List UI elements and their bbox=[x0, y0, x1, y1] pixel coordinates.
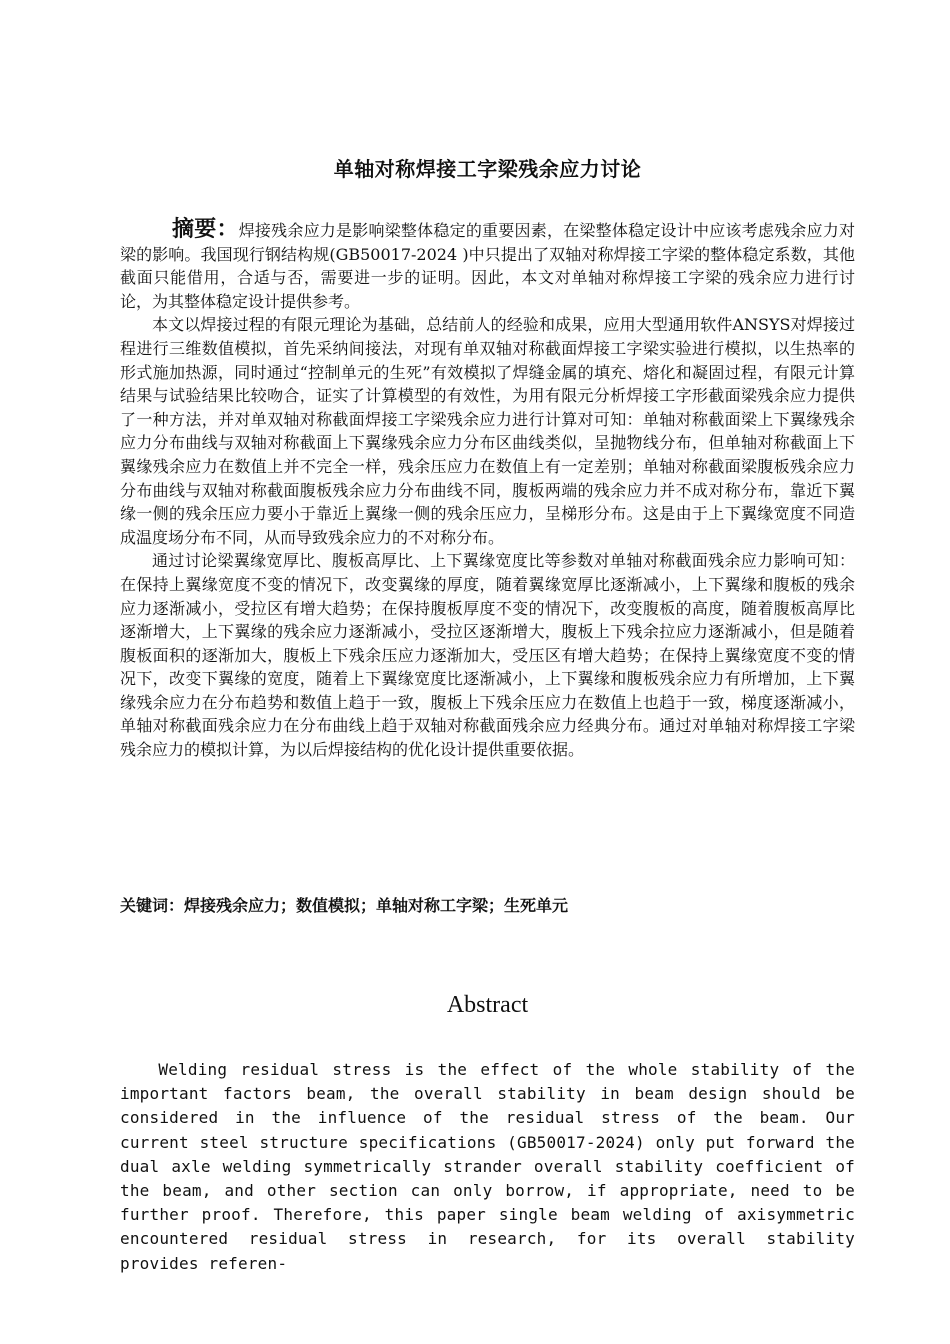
abstract-paragraph-1-text: 焊接残余应力是影响梁整体稳定的重要因素，在梁整体稳定设计中应该考虑残余应力对梁的影响。我国现行钢结构规(GB50017-2024 )中只提出了双轴对称焊接工字梁的整体稳定系数，其他截面只能借用，合适与否，需要进一步的证明。因此，本文对单轴对称焊接工字梁的残余应力进行讨论，为其整体稳定设计提供参考。 bbox=[120, 221, 855, 311]
document-page bbox=[120, 0, 855, 1344]
chinese-abstract bbox=[120, 218, 855, 762]
chinese-title: 单轴对称焊接工字梁残余应力讨论 bbox=[333, 157, 642, 181]
abstract-paragraph-3: 通过讨论梁翼缘宽厚比、腹板高厚比、上下翼缘宽度比等参数对单轴对称截面残余应力影响可知：在保持上翼缘宽度不变的情况下，改变翼缘的厚度，随着翼缘宽厚比逐渐减小，上下翼缘和腹板的残余应力逐渐减小，受拉区有增大趋势；在保持腹板厚度不变的情况下，改变腹板的高度，随着腹板高厚比逐渐增大，上下翼缘的残余应力逐渐减小，受拉区逐渐增大，腹板上下残余拉应力逐渐减小，但是随着腹板面积的逐渐加大，腹板上下残余压应力逐渐加大，受压区有增大趋势；在保持上翼缘宽度不变的情况下，改变下翼缘的宽度，随着上下翼缘宽度比逐渐减小，上下翼缘和腹板残余应力有所增加，上下翼缘残余应力在分布趋势和数值上趋于一致，腹板上下残余压应力在数值上也趋于一致，梯度逐渐减小，单轴对称截面残余应力在分布曲线上趋于双轴对称截面残余应力经典分布。通过对单轴对称焊接工字梁残余应力的模拟计算，为以后焊接结构的优化设计提供重要依据。 bbox=[120, 551, 855, 760]
abstract-label: 摘要： bbox=[172, 217, 239, 242]
abstract-paragraph-2: 本文以焊接过程的有限元理论为基础，总结前人的经验和成果，应用大型通用软件ANSYS对焊接过程进行三维数值模拟，首先采纳间接法，对现有单双轴对称截面焊接工字梁实验进行模拟，以生热率的形式施加热源，同时通过“控制单元的生死”有效模拟了焊缝金属的填充、熔化和凝固过程，有限元计算结果与试验结果比较吻合，证实了计算模型的有效性，为用有限元分析焊接工字形截面梁残余应力提供了一种方法，并对单双轴对称截面焊接工字梁残余应力进行计算对可知：单轴对称截面梁上下翼缘残余应力分布曲线与双轴对称截面上下翼缘残余应力分布区曲线类似，呈抛物线分布，但单轴对称截面上下翼缘残余应力在数值上并不完全一样，残余压应力在数值上有一定差别；单轴对称截面梁腹板残余应力分布曲线与双轴对称截面腹板残余应力分布曲线不同，腹板两端的残余应力并不成对称分布，靠近下翼缘一侧的残余压应力要小于靠近上翼缘一侧的残余压应力，呈梯形分布。这是由于上下翼缘宽度不同造成温度场分布不同，从而导致残余应力的不对称分布。 bbox=[120, 315, 855, 547]
english-abstract: Welding residual stress is the effect of the whole stability of the important factors beam, the overall stability in beam design should be considered in the influence of the residual stress of the beam. Our current steel structure specifications (GB50017-2024) only put forward the dual axle welding symmetrically strander overall stability coefficient of the beam, and other section can only borrow, if appropriate, need to be further proof. Therefore, this paper single beam welding of axisymmetric encountered residual stress in research, for its overall stability provides referen- bbox=[120, 1060, 855, 1273]
keywords: 关键词：焊接残余应力；数值模拟；单轴对称工字梁；生死单元 bbox=[120, 896, 569, 915]
english-title: Abstract bbox=[446, 992, 529, 1018]
abstract-paragraph-1 bbox=[120, 218, 855, 313]
